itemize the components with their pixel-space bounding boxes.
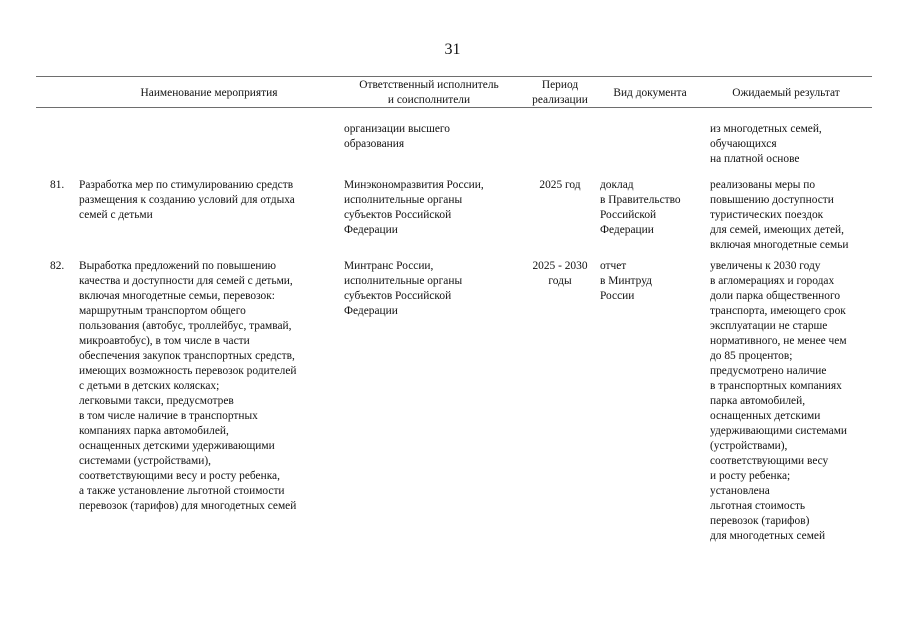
continuation-responsible: организации высшего образования (344, 123, 450, 150)
row-81-responsible: Минэкономразвития России, исполнительные органы субъектов Российской Федерации (344, 179, 484, 236)
row-81-period: 2025 год (539, 179, 581, 191)
continuation-result: из многодетных семей, обучающихся на платной основе (710, 123, 822, 165)
header-doc-type: Вид документа (613, 87, 687, 99)
row-82-doc-type: отчет в Минтруд России (600, 260, 652, 302)
row-82-responsible: Минтранс России, исполнительные органы субъектов Российской Федерации (344, 260, 463, 317)
header-responsible: Ответственный исполнитель и соисполнители (359, 79, 499, 106)
row-81-result: реализованы меры по повышению доступности туристических поездок для семей, имеющих детей, включая многодетные семьи (710, 179, 849, 251)
row-81-number: 81. (50, 179, 65, 191)
header-period: Период реализации (532, 79, 588, 106)
page-number: 31 (444, 41, 461, 58)
row-81-doc-type: доклад в Правительство Российской Федерации (600, 179, 681, 236)
header-result: Ожидаемый результат (732, 87, 840, 99)
row-82-result: увеличены к 2030 году в агломерациях и городах доли парка общественного транспорта, имеющего срок эксплуатации не старше нормативного, не менее чем до 85 процентов; предусмотрено наличие в транспортных компаниях парка автомобилей, оснащенных детскими удерживающими системами (устройствами), соответствующими весу и росту ребенка; установлена льготная стоимость перевозок (тарифов) для многодетных семей (710, 260, 848, 542)
header-name: Наименование мероприятия (140, 87, 278, 99)
row-82-name: Выработка предложений по повышению качества и доступности для семей с детьми, включая многодетные семьи, перевозок: маршрутным транспортом общего пользования (автобус, троллейбус, трамвай, микроавтобус), в том числе в части обеспечения закупок транспортных средств, имеющих возможность перевозок родителей с детьми в детских колясках; легковыми такси, предусмотрев в том числе наличие в транспортных компаниях парка автомобилей, оснащенных детскими удерживающими системами (устройствами), соответствующими весу и росту ребенка, а также установление льготной стоимости перевозок (тарифов) для многодетных семей (79, 260, 297, 512)
row-81-name: Разработка мер по стимулированию средств размещения к созданию условий для отдыха семей с детьми (79, 179, 295, 221)
row-82-number: 82. (50, 260, 65, 272)
table-header-bottom-rule (36, 107, 872, 108)
table-header-top-rule (36, 76, 872, 77)
row-82-period: 2025 - 2030 годы (532, 260, 588, 287)
